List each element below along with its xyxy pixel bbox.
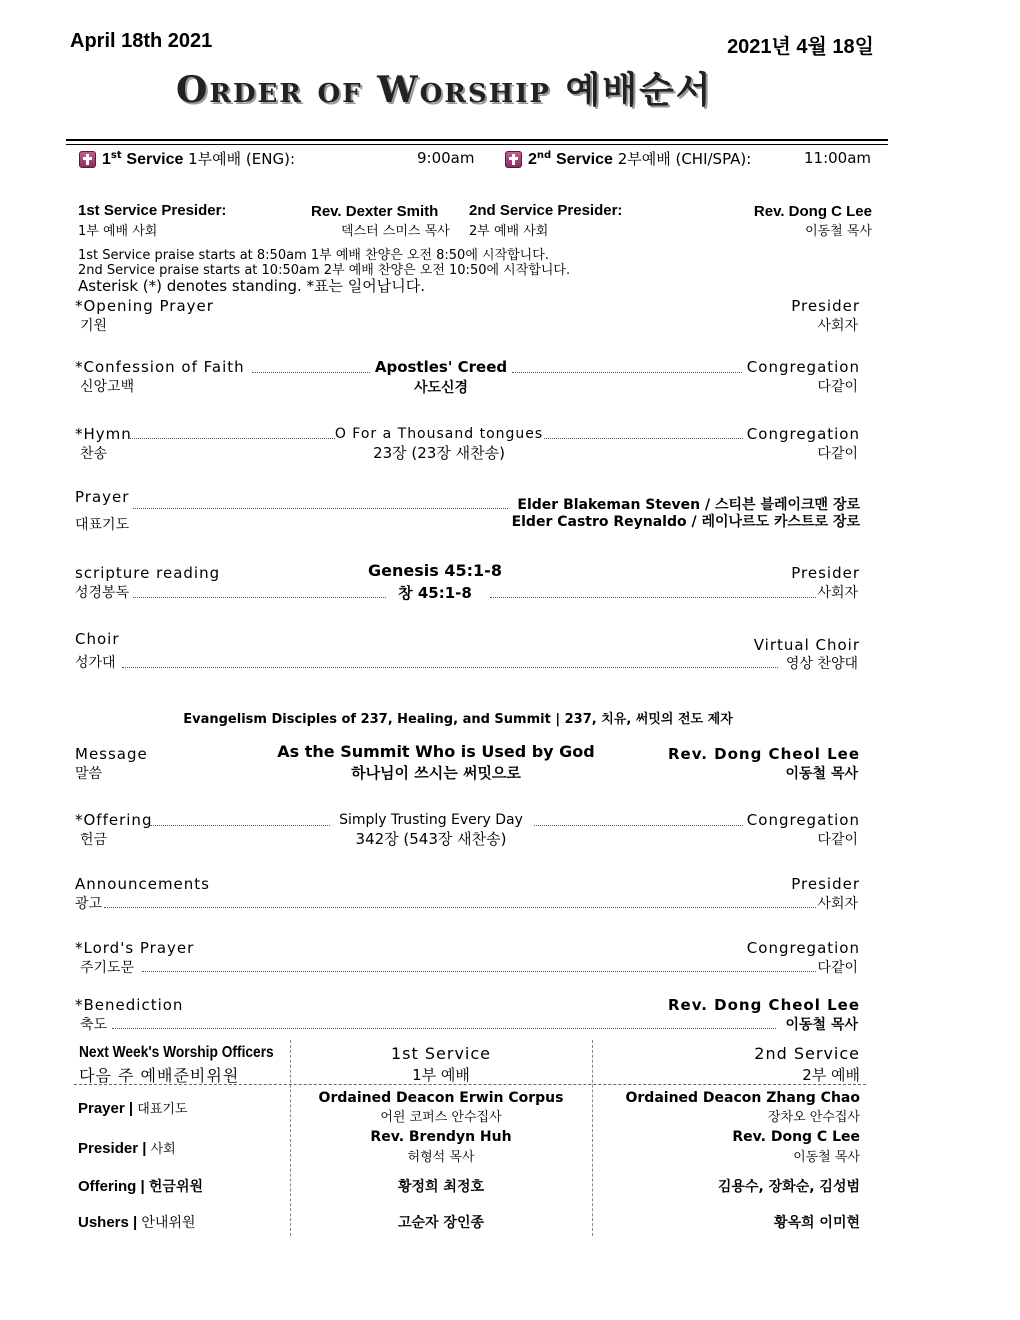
second-service-time: 11:00am — [804, 149, 872, 167]
hymn-label-ko: 찬송 — [80, 446, 108, 462]
offering-hymn-title: Simply Trusting Every Day — [339, 812, 523, 828]
scripture-reference: Genesis 45:1-8 — [368, 561, 502, 580]
confession-label: *Confession of Faith — [75, 358, 245, 376]
scripture-label: scripture reading — [75, 564, 221, 582]
table-divider — [592, 1040, 593, 1236]
leader-dots — [534, 825, 743, 826]
offering-label: *Offering — [75, 811, 153, 829]
leader-dots — [252, 372, 370, 373]
officer-presider-second-ko: 이동철 목사 — [793, 1150, 860, 1165]
cross-icon — [79, 151, 96, 168]
prayer-leader-first: Elder Blakeman Steven / 스티븐 블레이크맨 장로 — [517, 497, 860, 513]
first-presider-label: 1st Service Presider: — [78, 202, 227, 219]
note-second-praise: 2nd Service praise starts at 10:50am 2부 예배 찬양은 오전 10:50에 시작합니다. — [78, 263, 571, 278]
officers-col-second: 2nd Service — [754, 1044, 860, 1063]
officer-presider-first-ko: 허형석 목사 — [407, 1150, 475, 1165]
officer-offering-second: 김용수, 장화순, 김성범 — [717, 1179, 860, 1195]
leader-dots — [544, 438, 743, 439]
note-first-praise: 1st Service praise starts at 8:50am 1부 예배 찬양은 오전 8:50에 시작합니다. — [78, 248, 549, 263]
officers-title-ko: 다음 주 예배준비위원 — [79, 1066, 240, 1085]
officer-ushers-first: 고순자 장인종 — [397, 1215, 485, 1231]
leader-dots — [133, 508, 508, 509]
first-presider-name-ko: 덱스터 스미스 목사 — [341, 224, 450, 239]
second-presider-label-ko: 2부 예배 사회 — [469, 224, 549, 239]
leader-dots — [150, 825, 330, 826]
sermon-series: Evangelism Disciples of 237, Healing, and Summit | 237, 치유, 써밋의 전도 제자 — [183, 712, 733, 727]
confession-item: Apostles' Creed — [374, 358, 508, 376]
opening-prayer-leader-ko: 사회자 — [817, 318, 858, 334]
prayer-label: Prayer — [75, 488, 130, 506]
leader-dots — [133, 597, 386, 598]
message-preacher-ko: 이동철 목사 — [785, 766, 858, 782]
lords-prayer-label-ko: 주기도문 — [80, 960, 135, 976]
lords-prayer-leader-ko: 다같이 — [817, 960, 858, 976]
opening-prayer-leader: Presider — [791, 297, 860, 315]
officer-prayer-second-ko: 장차오 안수집사 — [767, 1110, 860, 1125]
benediction-leader-ko: 이동철 목사 — [785, 1017, 858, 1033]
officer-prayer-first: Ordained Deacon Erwin Corpus — [318, 1090, 564, 1106]
hymn-label: *Hymn — [75, 425, 132, 443]
announcements-label-ko: 광고 — [75, 896, 103, 912]
officer-role-presider: Presider | 사회 — [78, 1140, 176, 1157]
scripture-reference-ko: 창 45:1-8 — [398, 584, 472, 602]
officer-offering-first: 황정희 최정호 — [397, 1179, 485, 1195]
officer-prayer-first-ko: 어윈 코퍼스 안수집사 — [380, 1110, 502, 1125]
second-presider-name: Rev. Dong C Lee — [753, 203, 872, 220]
benediction-label-ko: 축도 — [80, 1017, 108, 1033]
page-title: ORDER OF WORSHIP 예배순서 — [176, 69, 713, 111]
sermon-title-ko: 하나님이 쓰시는 써밋으로 — [351, 764, 521, 782]
officer-role-ushers: Ushers | 안내위원 — [78, 1214, 196, 1231]
offering-leader-ko: 다같이 — [817, 832, 858, 848]
opening-prayer-label: *Opening Prayer — [75, 297, 214, 315]
leader-dots — [130, 438, 335, 439]
opening-prayer-label-ko: 기원 — [80, 318, 108, 334]
leader-dots — [512, 372, 742, 373]
hymn-number: 23장 (23장 새찬송) — [373, 444, 505, 462]
officers-col-first-ko: 1부 예배 — [412, 1066, 470, 1084]
confession-leader-ko: 다같이 — [817, 379, 858, 395]
offering-hymn-number: 342장 (543장 새찬송) — [355, 830, 507, 848]
note-asterisk: Asterisk (*) denotes standing. *표는 일어납니다. — [78, 277, 426, 295]
offering-label-ko: 헌금 — [80, 832, 108, 848]
prayer-label-ko: 대표기도 — [75, 517, 130, 533]
lords-prayer-label: *Lord's Prayer — [75, 939, 195, 957]
second-presider-label: 2nd Service Presider: — [469, 202, 623, 219]
officer-presider-second: Rev. Dong C Lee — [732, 1129, 860, 1145]
date-korean: 2021년 4월 18일 — [727, 36, 874, 58]
sermon-title: As the Summit Who is Used by God — [277, 742, 595, 761]
confession-leader: Congregation — [746, 358, 860, 376]
scripture-leader: Presider — [791, 564, 860, 582]
choir-label-ko: 성가대 — [75, 655, 116, 671]
officer-role-offering: Offering | 헌금위원 — [78, 1178, 203, 1195]
officer-ushers-second: 황옥희 이미현 — [773, 1215, 860, 1231]
announcements-leader-ko: 사회자 — [817, 896, 858, 912]
benediction-leader: Rev. Dong Cheol Lee — [667, 996, 860, 1014]
benediction-label: *Benediction — [75, 996, 184, 1014]
first-presider-name: Rev. Dexter Smith — [311, 203, 439, 220]
announcements-leader: Presider — [791, 875, 860, 893]
hymn-title: O For a Thousand tongues — [334, 426, 544, 442]
officers-col-first: 1st Service — [390, 1044, 492, 1063]
choir-label: Choir — [75, 630, 120, 648]
officer-role-prayer: Prayer | 대표기도 — [78, 1100, 188, 1117]
leader-dots — [122, 667, 778, 668]
scripture-leader-ko: 사회자 — [817, 585, 858, 601]
first-service-label: 1st Service 1부예배 (ENG): — [102, 150, 296, 168]
header-divider-bottom — [66, 144, 888, 145]
lords-prayer-leader: Congregation — [746, 939, 860, 957]
second-service-label: 2nd Service 2부예배 (CHI/SPA): — [528, 150, 752, 168]
scripture-label-ko: 성경봉독 — [75, 585, 130, 601]
choir-name: Virtual Choir — [753, 636, 860, 654]
officer-presider-first: Rev. Brendyn Huh — [370, 1129, 512, 1145]
first-service-time: 9:00am — [417, 149, 475, 167]
announcements-label: Announcements — [75, 875, 210, 893]
choir-name-ko: 영상 찬양대 — [785, 656, 858, 672]
hymn-leader: Congregation — [746, 425, 860, 443]
hymn-leader-ko: 다같이 — [817, 446, 858, 462]
confession-item-ko: 사도신경 — [413, 380, 469, 396]
officer-prayer-second: Ordained Deacon Zhang Chao — [625, 1090, 860, 1106]
prayer-leader-second: Elder Castro Reynaldo / 레이나르도 카스트로 장로 — [511, 514, 860, 530]
date-english: April 18th 2021 — [70, 30, 213, 52]
header-divider-top — [66, 139, 888, 141]
first-presider-label-ko: 1부 예배 사회 — [78, 224, 158, 239]
table-divider — [290, 1040, 291, 1236]
confession-label-ko: 신앙고백 — [80, 379, 135, 395]
leader-dots — [142, 971, 816, 972]
officers-title: Next Week's Worship Officers — [79, 1044, 274, 1061]
leader-dots — [104, 907, 816, 908]
message-preacher: Rev. Dong Cheol Lee — [667, 745, 860, 763]
message-label: Message — [75, 745, 148, 763]
second-presider-name-ko: 이동철 목사 — [805, 224, 872, 239]
message-label-ko: 말씀 — [75, 766, 103, 782]
officers-col-second-ko: 2부 예배 — [802, 1066, 860, 1084]
leader-dots — [490, 597, 816, 598]
leader-dots — [112, 1028, 776, 1029]
offering-leader: Congregation — [746, 811, 860, 829]
cross-icon — [505, 151, 522, 168]
